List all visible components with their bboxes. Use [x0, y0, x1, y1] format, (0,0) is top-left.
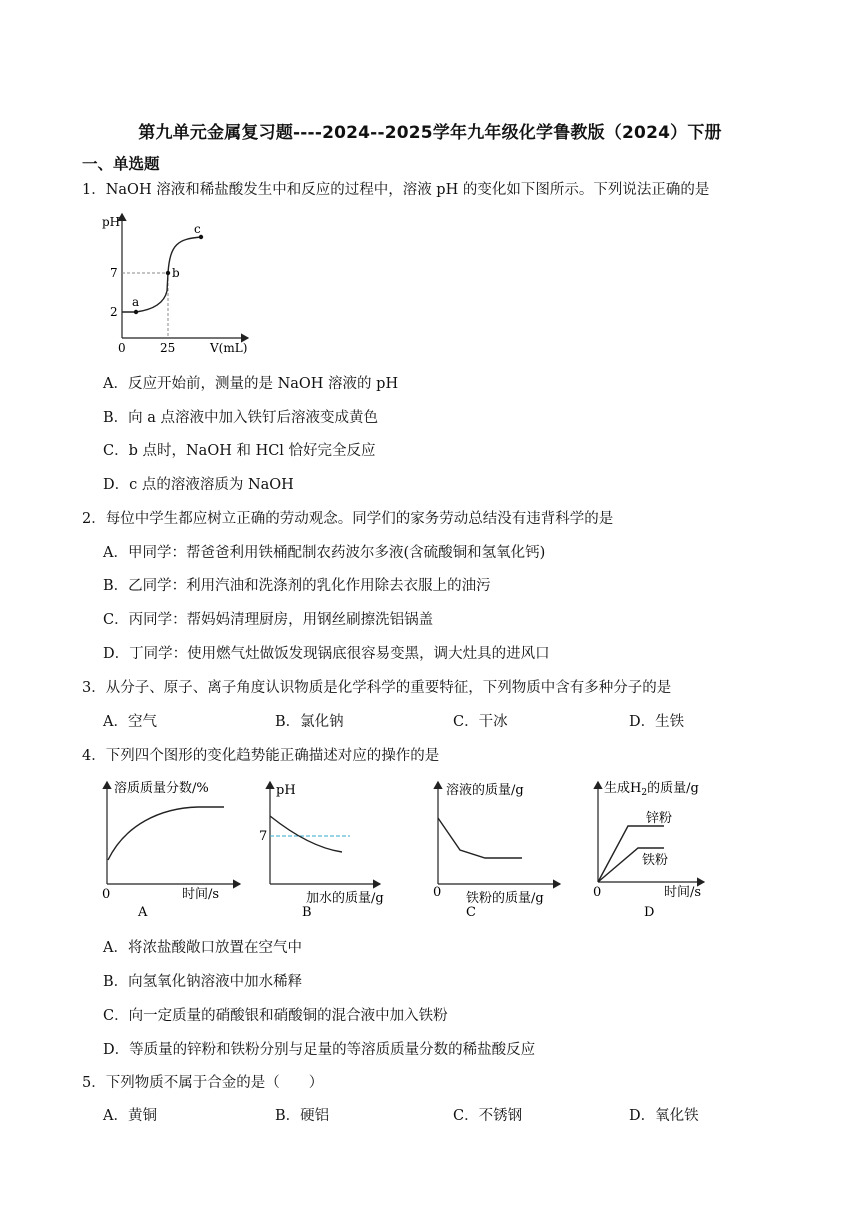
graph-a-ylabel: 溶质质量分数/%	[114, 781, 209, 796]
question-1-ph-graph	[96, 206, 266, 356]
q2-option-a: A．甲同学：帮爸爸利用铁桶配制农药波尔多液(含硫酸铜和氢氧化钙)	[103, 545, 546, 561]
question-5-stem: 5．下列物质不属于合金的是（ ）	[82, 1075, 324, 1091]
graph-d-origin: 0	[593, 885, 602, 900]
graph-d-iron-label: 铁粉	[642, 853, 669, 868]
graph-c-xlabel: 铁粉的质量/g	[466, 891, 544, 906]
graph-d-ylabel: 生成$H_2$的质量/g	[604, 781, 699, 798]
tick-2: 2	[110, 305, 118, 319]
question-1-stem: 1．NaOH 溶液和稀盐酸发生中和反应的过程中，溶液 pH 的变化如下图所示。下列说法正确的是	[82, 182, 710, 198]
graph-d-zinc-label: 锌粉	[646, 811, 673, 826]
q1-option-c: C．b 点时，NaOH 和 HCl 恰好完全反应	[103, 443, 376, 459]
q2-option-b: B．乙同学：利用汽油和洗涤剂的乳化作用除去衣服上的油污	[103, 578, 491, 594]
question-4-stem: 4．下列四个图形的变化趋势能正确描述对应的操作的是	[82, 748, 440, 764]
q5-option-a: A．黄铜	[103, 1108, 157, 1124]
origin-label: 0	[118, 341, 126, 355]
graph-c-ylabel: 溶液的质量/g	[446, 783, 524, 798]
graph-d-xlabel: 时间/s	[664, 885, 702, 900]
graph-c-caption: C	[466, 905, 476, 920]
q4-option-a: A．将浓盐酸敞口放置在空气中	[103, 940, 302, 956]
section-heading: 一、单选题	[82, 155, 160, 173]
question-4-graphs	[90, 770, 730, 922]
question-3-stem: 3．从分子、原子、离子角度认识物质是化学科学的重要特征，下列物质中含有多种分子的是	[82, 680, 672, 696]
q3-option-c: C．干冰	[453, 714, 508, 730]
q4-option-c: C．向一定质量的硝酸银和硝酸铜的混合液中加入铁粉	[103, 1008, 448, 1024]
point-b-dot	[166, 271, 170, 275]
q2-option-d: D．丁同学：使用燃气灶做饭发现锅底很容易变黑，调大灶具的进风口	[103, 646, 550, 662]
graph-a-xlabel: 时间/s	[182, 887, 220, 902]
x-axis-label: V(mL)	[210, 341, 248, 355]
graph-b-caption: B	[302, 905, 312, 920]
q1-option-b: B．向 a 点溶液中加入铁钉后溶液变成黄色	[103, 410, 379, 426]
q2-option-c: C．丙同学：帮妈妈清理厨房，用钢丝刷擦洗铝锅盖	[103, 612, 434, 628]
graph-b-ylabel: pH	[276, 783, 296, 798]
question-2-stem: 2．每位中学生都应树立正确的劳动观念。同学们的家务劳动总结没有违背科学的是	[82, 511, 614, 527]
graph-c	[433, 782, 560, 920]
graph-c-curve	[438, 818, 522, 858]
tick-25: 25	[160, 341, 176, 355]
q5-option-b: B．硬铝	[275, 1108, 330, 1124]
graph-a-curve	[108, 807, 224, 860]
q3-option-d: D．生铁	[629, 714, 685, 730]
point-c-label: c	[194, 222, 201, 236]
q3-option-b: B．氯化钠	[275, 714, 344, 730]
q5-option-c: C．不锈钢	[453, 1108, 523, 1124]
graph-a-origin: 0	[102, 887, 111, 902]
q4-option-b: B．向氢氧化钠溶液中加水稀释	[103, 974, 303, 990]
tick-7: 7	[110, 266, 118, 280]
graph-b-y7: 7	[259, 829, 268, 844]
graph-a-caption: A	[138, 905, 148, 920]
q4-option-d: D．等质量的锌粉和铁粉分别与足量的等溶质质量分数的稀盐酸反应	[103, 1042, 536, 1058]
q1-option-a: A．反应开始前，测量的是 NaOH 溶液的 pH	[103, 376, 399, 392]
q5-option-d: D．氧化铁	[629, 1108, 699, 1124]
graph-d	[593, 780, 704, 920]
graph-c-origin: 0	[433, 885, 442, 900]
graph-a	[102, 780, 240, 920]
graph-d-caption: D	[644, 905, 655, 920]
point-a-dot	[134, 310, 138, 314]
q3-option-a: A．空气	[103, 714, 157, 730]
q1-option-d: D．c 点的溶液溶质为 NaOH	[103, 477, 294, 493]
graph-b-xlabel: 加水的质量/g	[306, 891, 384, 906]
point-a-label: a	[132, 295, 140, 309]
graph-b	[259, 782, 384, 920]
point-b-label: b	[172, 266, 180, 280]
page-title: 第九单元金属复习题----2024--2025学年九年级化学鲁教版（2024）下册	[138, 123, 722, 143]
ph-axis-label: pH	[102, 215, 121, 229]
graph-b-curve	[270, 816, 342, 852]
